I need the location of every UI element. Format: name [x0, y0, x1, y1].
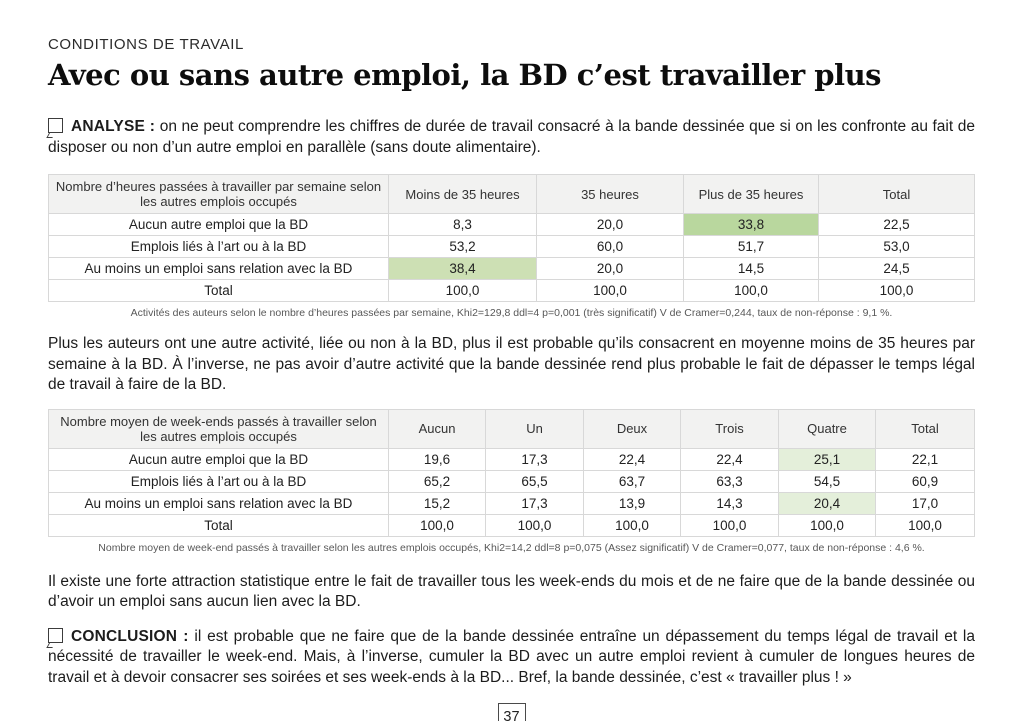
table-header-row: [49, 409, 975, 448]
table-cell: 53,2: [389, 236, 537, 258]
table-cell: 60,0: [537, 236, 684, 258]
table-cell: 22,5: [819, 214, 975, 236]
table-cell: 63,7: [584, 470, 681, 492]
row-label: Emplois liés à l’art ou à la BD: [49, 470, 389, 492]
table-cell: 100,0: [389, 514, 486, 536]
table-cell: 13,9: [584, 492, 681, 514]
table-row: [49, 236, 975, 258]
table-header-cell: Nombre moyen de week-ends passés à travailler selon les autres emplois occupés: [49, 409, 389, 448]
table-header-cell: Nombre d’heures passées à travailler par semaine selon les autres emplois occupés: [49, 175, 389, 214]
table-cell: 15,2: [389, 492, 486, 514]
table-caption: Nombre moyen de week-end passés à travailler selon les autres emplois occupés, Khi2=14,2 ddl=8 p=0,075 (Assez significatif) V de Cramer=0,077, taux de non-réponse : 4,6 %.: [98, 541, 925, 554]
table-cell: 63,3: [681, 470, 779, 492]
table-weekends: [48, 409, 975, 537]
table-cell: 100,0: [779, 514, 876, 536]
row-label: Total: [49, 280, 389, 302]
table-header-cell: Moins de 35 heures: [389, 175, 537, 214]
table-cell-highlighted: 20,4: [779, 492, 876, 514]
table-cell: 20,0: [537, 214, 684, 236]
table-header-cell: Trois: [681, 409, 779, 448]
table-cell: 65,5: [486, 470, 584, 492]
table-cell: 100,0: [486, 514, 584, 536]
page-title: Avec ou sans autre emploi, la BD c’est travailler plus: [48, 58, 881, 92]
conclusion-text: il est probable que ne faire que de la bande dessinée entraîne un dépassement du temps légal de travail et la nécessité de travailler le week-end. Mais, à l’inverse, cumuler la BD avec un autre emploi revient à cumuler de longues heures de travail et à devoir consacrer ses soirées et ses week-ends à la BD... Bref, la bande dessinée, c’est « travailler plus ! »: [48, 627, 975, 686]
table-cell: 65,2: [389, 470, 486, 492]
body-paragraph: Plus les auteurs ont une autre activité, liée ou non à la BD, plus il est probable qu’ils consacrent en moyenne moins de 35 heures par semaine à la BD. À l’inverse, ne pas avoir d’autre activité que la bande dessinée rend plus probable le fait de dépasser le temps légal de travail à faire de la BD.: [48, 335, 975, 393]
table-cell: 100,0: [584, 514, 681, 536]
table-cell: 8,3: [389, 214, 537, 236]
table-cell: 54,5: [779, 470, 876, 492]
table-header-cell: Aucun: [389, 409, 486, 448]
table-cell: 24,5: [819, 258, 975, 280]
table-cell: 22,4: [681, 448, 779, 470]
table-row: [49, 492, 975, 514]
analysis-text: on ne peut comprendre les chiffres de durée de travail consacré à la bande dessinée que si on les confronte au fait de disposer ou non d’un autre emploi en parallèle (sans doute alimentaire).: [48, 118, 975, 156]
analysis-paragraph: [48, 117, 975, 158]
table-cell: 100,0: [537, 280, 684, 302]
table-row: [49, 280, 975, 302]
page-number-bubble: [498, 703, 526, 721]
analysis-label: ANALYSE :: [71, 118, 156, 135]
table-cell: 53,0: [819, 236, 975, 258]
table-header-cell: Un: [486, 409, 584, 448]
table-caption: Activités des auteurs selon le nombre d’heures passées par semaine, Khi2=129,8 ddl=4 p=0,001 (très significatif) V de Cramer=0,244, taux de non-réponse : 9,1 %.: [130, 307, 893, 319]
table-cell-highlighted: 33,8: [684, 214, 819, 236]
row-label: Total: [49, 514, 389, 536]
section-kicker: CONDITIONS DE TRAVAIL: [48, 36, 244, 53]
row-label: Aucun autre emploi que la BD: [49, 448, 389, 470]
table-cell: 51,7: [684, 236, 819, 258]
table-header-cell: Total: [819, 175, 975, 214]
table-cell: 19,6: [389, 448, 486, 470]
table-row: [49, 470, 975, 492]
table-cell: 22,4: [584, 448, 681, 470]
table-cell: 17,0: [876, 492, 975, 514]
table-row: [49, 258, 975, 280]
table-row: [49, 214, 975, 236]
page-footer: [48, 703, 975, 721]
conclusion-paragraph: [48, 627, 975, 689]
table-cell: 22,1: [876, 448, 975, 470]
table-cell: 100,0: [684, 280, 819, 302]
page-number: 37: [503, 709, 520, 721]
table-cell: 20,0: [537, 258, 684, 280]
table-cell: 100,0: [876, 514, 975, 536]
table-cell: 17,3: [486, 448, 584, 470]
table-cell-highlighted: 38,4: [389, 258, 537, 280]
table-header-row: [49, 175, 975, 214]
table-cell-highlighted: 25,1: [779, 448, 876, 470]
table-row: [49, 514, 975, 536]
row-label: Aucun autre emploi que la BD: [49, 214, 389, 236]
table-cell: 100,0: [389, 280, 537, 302]
row-label: Au moins un emploi sans relation avec la BD: [49, 492, 389, 514]
speech-bubble-icon: [48, 628, 63, 643]
table-header-cell: Total: [876, 409, 975, 448]
row-label: Au moins un emploi sans relation avec la BD: [49, 258, 389, 280]
conclusion-label: CONCLUSION :: [71, 627, 189, 645]
table-cell: 60,9: [876, 470, 975, 492]
table-cell: 17,3: [486, 492, 584, 514]
table-header-cell: Deux: [584, 409, 681, 448]
row-label: Emplois liés à l’art ou à la BD: [49, 236, 389, 258]
speech-bubble-icon: [48, 118, 63, 133]
table-cell: 100,0: [819, 280, 975, 302]
table-cell: 100,0: [681, 514, 779, 536]
table-header-cell: Plus de 35 heures: [684, 175, 819, 214]
table-cell: 14,5: [684, 258, 819, 280]
table-header-cell: Quatre: [779, 409, 876, 448]
body-paragraph: Il existe une forte attraction statistique entre le fait de travailler tous les week-ends du mois et de ne faire que de la bande dessinée ou d’avoir un emploi sans aucun lien avec la BD.: [48, 572, 975, 610]
table-cell: 14,3: [681, 492, 779, 514]
table-header-cell: 35 heures: [537, 175, 684, 214]
table-hours-per-week: [48, 174, 975, 302]
table-row: [49, 448, 975, 470]
